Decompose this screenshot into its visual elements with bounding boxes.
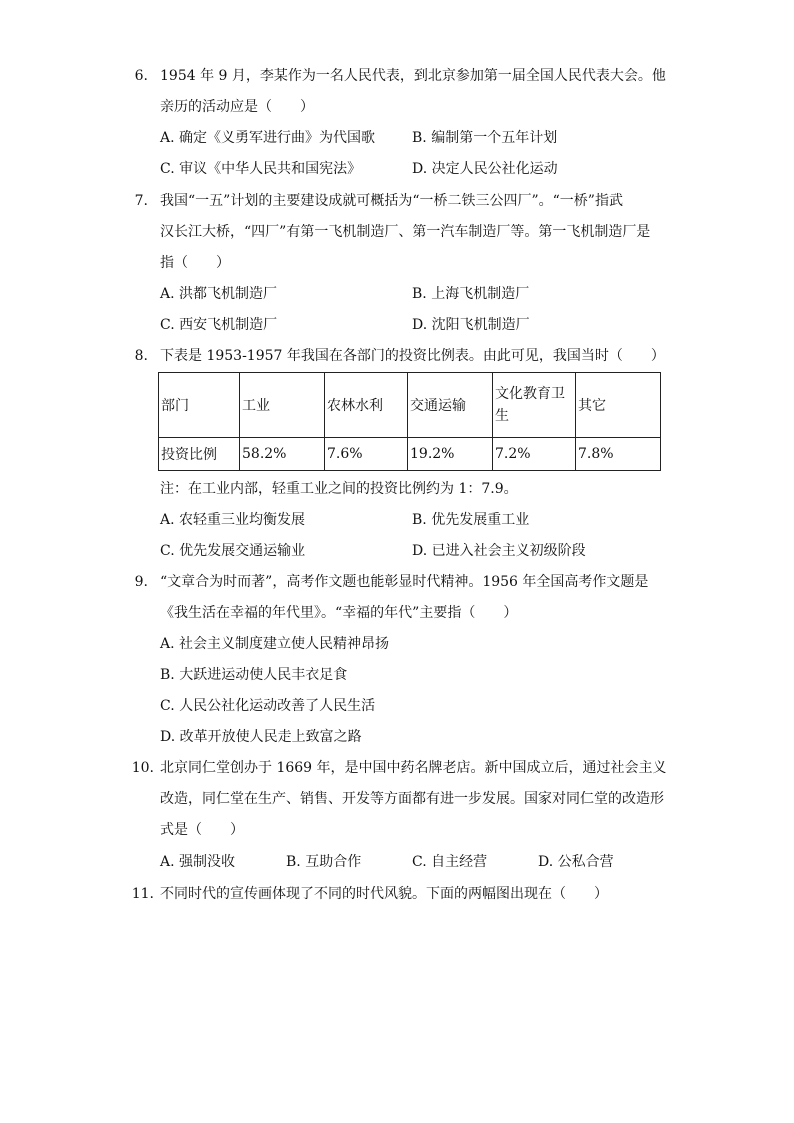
option-a: A. 强制没收 bbox=[160, 854, 236, 870]
option-b: B. 上海飞机制造厂 bbox=[412, 286, 530, 302]
table-cell: 7.8% bbox=[576, 438, 661, 471]
table-header-row bbox=[159, 373, 661, 438]
option-b: B. 优先发展重工业 bbox=[412, 512, 530, 528]
question-stem-line: 指（ ） bbox=[160, 255, 230, 271]
option-a: A. 确定《义勇军进行曲》为代国歌 bbox=[160, 130, 376, 146]
table-cell: 投资比例 bbox=[159, 438, 240, 471]
table-cell: 7.6% bbox=[325, 438, 408, 471]
option-c: C. 西安飞机制造厂 bbox=[160, 317, 278, 333]
option-c: C. 人民公社化运动改善了人民生活 bbox=[160, 698, 376, 714]
option-a: A. 农轻重三业均衡发展 bbox=[160, 512, 306, 528]
option-d: D. 决定人民公社化运动 bbox=[412, 161, 558, 177]
question-number: 6. bbox=[134, 68, 148, 84]
question-stem-line: 我国“一五”计划的主要建设成就可概括为“一桥二铁三公四厂”。“一桥”指武 bbox=[160, 193, 623, 209]
option-b: B. 编制第一个五年计划 bbox=[412, 130, 558, 146]
table-header-cell: 工业 bbox=[240, 373, 325, 438]
table-header-cell: 部门 bbox=[159, 373, 240, 438]
question-stem-line: “文章合为时而著”，高考作文题也能彰显时代精神。1956 年全国高考作文题是 bbox=[160, 574, 649, 590]
question-stem-line: 改造，同仁堂在生产、销售、开发等方面都有进一步发展。国家对同仁堂的改造形 bbox=[160, 791, 664, 807]
option-c: C. 优先发展交通运输业 bbox=[160, 543, 306, 559]
table-header-cell: 其它 bbox=[576, 373, 661, 438]
question-number: 11. bbox=[131, 886, 154, 902]
question-stem-line: 下表是 1953-1957 年我国在各部门的投资比例表。由此可见，我国当时（ ） bbox=[160, 348, 665, 364]
table-cell: 58.2% bbox=[240, 438, 325, 471]
table-cell: 7.2% bbox=[493, 438, 576, 471]
option-a: A. 洪都飞机制造厂 bbox=[160, 286, 278, 302]
question-stem-line: 式是（ ） bbox=[160, 822, 244, 838]
table-note: 注：在工业内部，轻重工业之间的投资比例约为 1：7.9。 bbox=[160, 481, 518, 497]
table-cell: 19.2% bbox=[408, 438, 493, 471]
option-c: C. 审议《中华人民共和国宪法》 bbox=[160, 161, 362, 177]
option-b: B. 互助合作 bbox=[286, 854, 362, 870]
question-stem-line: 《我生活在幸福的年代里》。“幸福的年代”主要指（ ） bbox=[160, 605, 518, 621]
question-stem-line: 亲历的活动应是（ ） bbox=[160, 99, 314, 115]
question-stem-line: 1954 年 9 月，李某作为一名人民代表，到北京参加第一届全国人民代表大会。他 bbox=[160, 68, 666, 84]
question-number: 8. bbox=[134, 348, 148, 364]
option-b: B. 大跃进运动使人民丰衣足食 bbox=[160, 667, 348, 683]
table-header-cell: 文化教育卫生 bbox=[493, 373, 576, 438]
option-d: D. 已进入社会主义初级阶段 bbox=[412, 543, 586, 559]
table-header-cell: 农林水利 bbox=[325, 373, 408, 438]
option-d: D. 公私合营 bbox=[538, 854, 614, 870]
question-number: 9. bbox=[134, 574, 148, 590]
option-d: D. 沈阳飞机制造厂 bbox=[412, 317, 530, 333]
investment-table bbox=[158, 372, 661, 471]
table-row bbox=[159, 438, 661, 471]
table-header-cell: 交通运输 bbox=[408, 373, 493, 438]
question-stem-line: 汉长江大桥，“四厂”有第一飞机制造厂、第一汽车制造厂等。第一飞机制造厂是 bbox=[160, 224, 651, 240]
option-c: C. 自主经营 bbox=[412, 854, 488, 870]
question-stem-line: 北京同仁堂创办于 1669 年，是中国中药名牌老店。新中国成立后，通过社会主义 bbox=[160, 760, 667, 776]
option-d: D. 改革开放使人民走上致富之路 bbox=[160, 729, 362, 745]
option-a: A. 社会主义制度建立使人民精神昂扬 bbox=[160, 636, 390, 652]
question-stem-line: 不同时代的宣传画体现了不同的时代风貌。下面的两幅图出现在（ ） bbox=[160, 886, 608, 902]
question-number: 10. bbox=[131, 760, 154, 776]
question-number: 7. bbox=[134, 193, 148, 209]
